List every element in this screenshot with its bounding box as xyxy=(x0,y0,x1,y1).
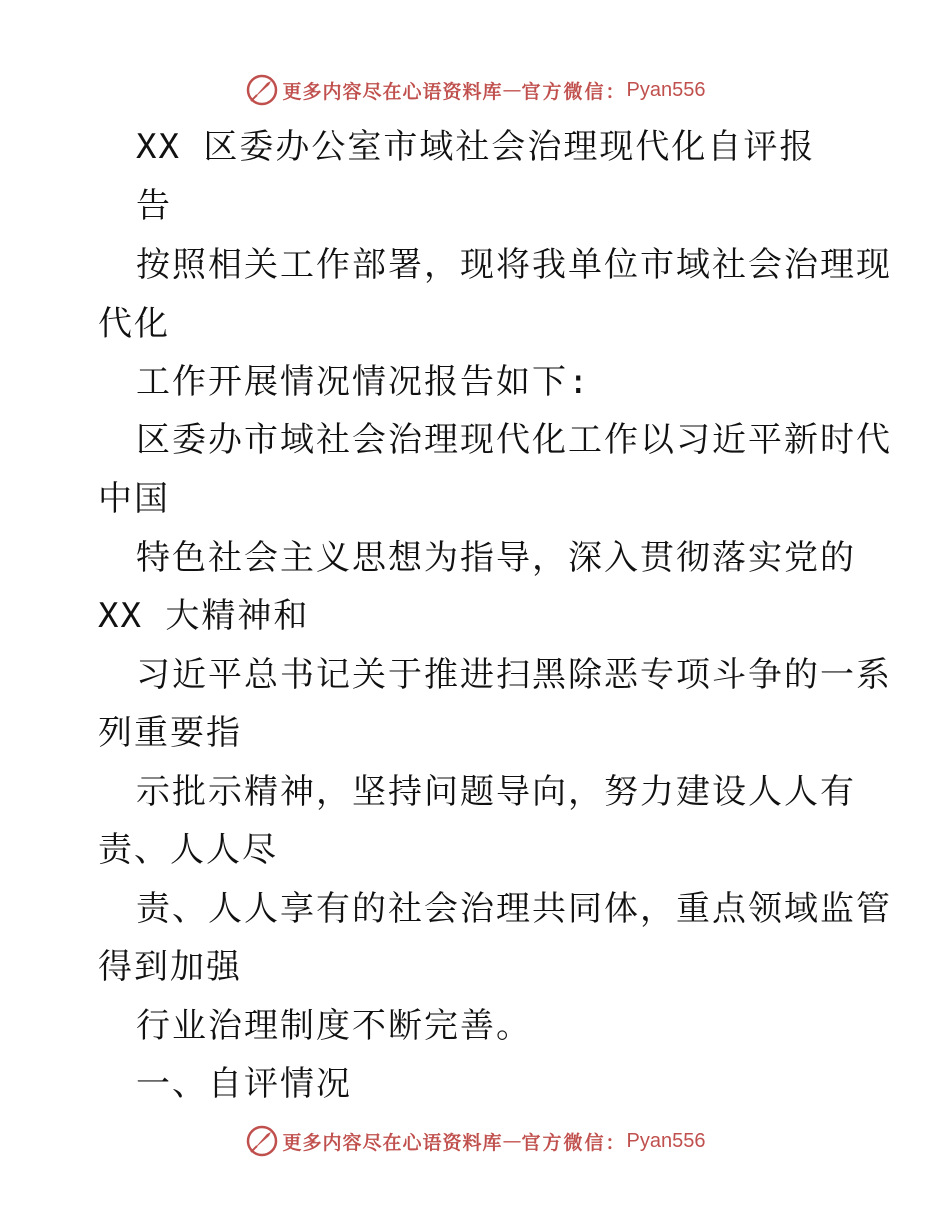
paragraph-line: 责、人人享有的社会治理共同体，重点领域监管 xyxy=(136,889,892,929)
banner-wechat-label: 官方微信： xyxy=(521,80,627,103)
paragraph-line: 示批示精神，坚持问题导向，努力建设人人有 xyxy=(136,772,856,812)
paragraph-line: 行业治理制度不断完善。 xyxy=(136,1006,532,1046)
quill-logo-icon xyxy=(245,73,279,107)
title-line-continued: 告 xyxy=(136,186,172,226)
title-line: XX 区委办公室市域社会治理现代化自评报 xyxy=(136,127,816,167)
section-heading: 一、自评情况 xyxy=(136,1064,352,1104)
paragraph-line: 中国 xyxy=(98,479,170,519)
banner-wechat-id: Pyan556 xyxy=(626,1129,706,1152)
paragraph-line: XX 大精神和 xyxy=(98,596,310,636)
banner-text: 更多内容尽在心语资料库 xyxy=(282,80,503,103)
paragraph-line: 特色社会主义思想为指导，深入贯彻落实党的 xyxy=(136,538,856,578)
quill-logo-icon xyxy=(245,1124,279,1158)
banner-wechat-id: Pyan556 xyxy=(626,78,706,101)
paragraph-line: 工作开展情况情况报告如下: xyxy=(136,362,591,402)
footer-banner xyxy=(0,1121,950,1161)
paragraph-line: 区委办市域社会治理现代化工作以习近平新时代 xyxy=(136,420,892,460)
paragraph-line: 列重要指 xyxy=(98,713,242,753)
paragraph-line: 代化 xyxy=(98,304,170,344)
paragraph-line: 习近平总书记关于推进扫黑除恶专项斗争的一系 xyxy=(136,655,892,695)
banner-dash: — xyxy=(502,1130,522,1152)
banner-text: 更多内容尽在心语资料库 xyxy=(282,1131,503,1154)
paragraph-line: 按照相关工作部署，现将我单位市域社会治理现 xyxy=(136,245,892,285)
paragraph-line: 责、人人尽 xyxy=(98,830,278,870)
banner-wechat-label: 官方微信： xyxy=(521,1131,627,1154)
paragraph-line: 得到加强 xyxy=(98,947,242,987)
header-banner xyxy=(0,70,950,110)
banner-dash: — xyxy=(502,79,522,101)
